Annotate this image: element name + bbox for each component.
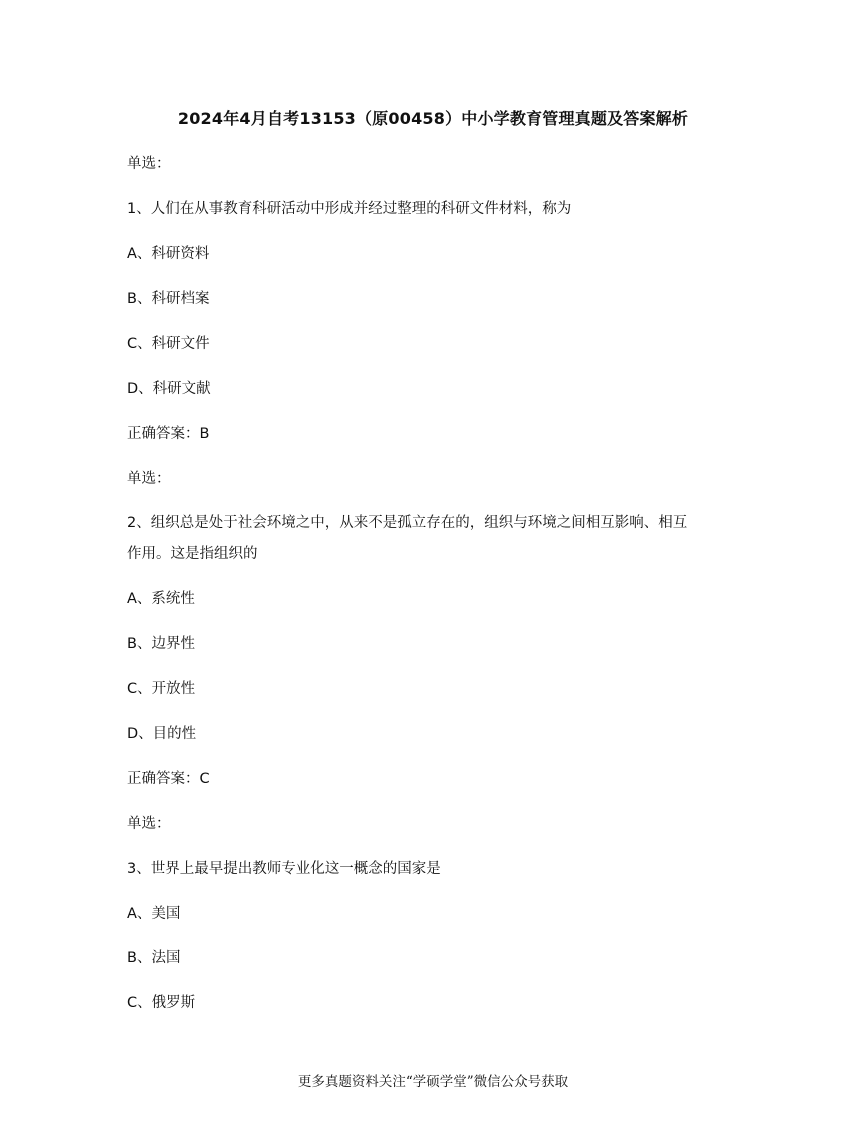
question-stem: 3、世界上最早提出教师专业化这一概念的国家是 — [127, 861, 441, 877]
option-a: A、美国 — [127, 906, 181, 922]
option-c: C、科研文件 — [127, 336, 210, 352]
option-d: D、科研文献 — [127, 381, 211, 397]
correct-answer: 正确答案：C — [127, 771, 210, 787]
page-title: 2024年4月自考13153（原00458）中小学教育管理真题及答案解析 — [177, 109, 689, 128]
option-a: A、科研资料 — [127, 246, 210, 262]
option-b: B、科研档案 — [127, 291, 210, 307]
option-c: C、俄罗斯 — [127, 995, 196, 1011]
question-stem: 1、人们在从事教育科研活动中形成并经过整理的科研文件材料，称为 — [127, 201, 572, 217]
option-d: D、目的性 — [127, 726, 197, 742]
page-footer: 更多真题资料关注“学硕学堂”微信公众号获取 — [297, 1074, 569, 1090]
question-stem-line-2: 作用。这是指组织的 — [127, 546, 258, 562]
option-c: C、开放性 — [127, 681, 196, 697]
question-type-label: 单选： — [127, 471, 171, 487]
question-type-label: 单选： — [127, 156, 171, 172]
correct-answer: 正确答案：B — [127, 426, 210, 442]
question-type-label: 单选： — [127, 816, 171, 832]
option-a: A、系统性 — [127, 591, 195, 607]
option-b: B、法国 — [127, 950, 181, 966]
question-stem-line-1: 2、组织总是处于社会环境之中，从来不是孤立存在的，组织与环境之间相互影响、相互 — [127, 515, 688, 531]
option-b: B、边界性 — [127, 636, 195, 652]
